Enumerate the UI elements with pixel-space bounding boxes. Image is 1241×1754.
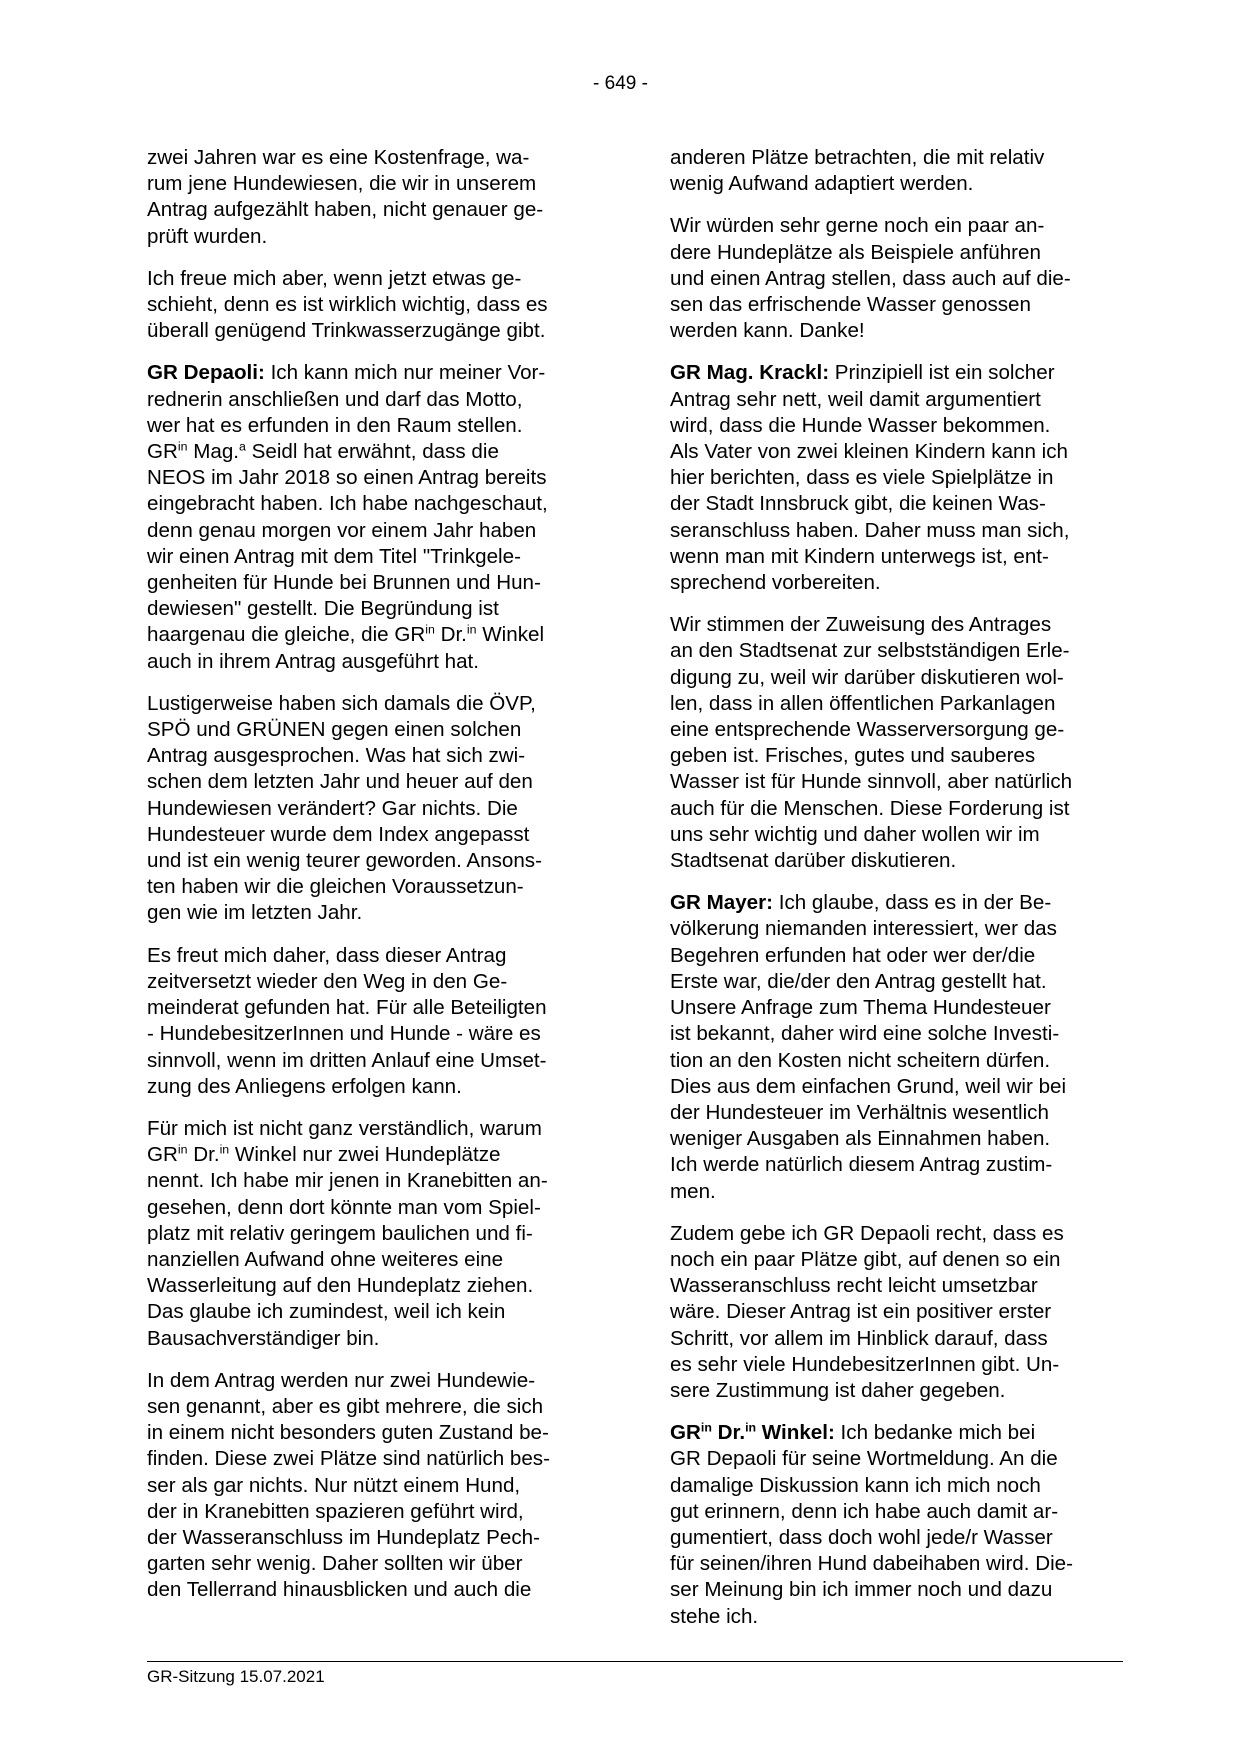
text-line: Wir stimmen der Zuweisung des Antrages bbox=[670, 613, 1052, 637]
text-line: sen das erfrischende Wasser genossen bbox=[670, 293, 1031, 317]
text-line: Ich freue mich aber, wenn jetzt etwas ge- bbox=[147, 266, 522, 290]
text-line: geben ist. Frisches, gutes und sauberes bbox=[670, 744, 1036, 768]
paragraph bbox=[670, 145, 1120, 197]
text-line: Lustigerweise haben sich damals die ÖVP, bbox=[147, 691, 536, 715]
speaker-name: $GR^{in}$ Dr.$^{in}$ Winkel: bbox=[670, 1420, 835, 1445]
text-line: auch in ihrem Antrag ausgeführt hat. bbox=[147, 649, 479, 673]
text-line: stehe ich. bbox=[670, 1604, 759, 1628]
text-line: hier berichten, dass es viele Spielplätze in bbox=[670, 466, 1054, 490]
text-line: Ich werde natürlich diesem Antrag zustim- bbox=[670, 1153, 1053, 1177]
text-line: zwei Jahren war es eine Kostenfrage, wa- bbox=[147, 146, 530, 169]
paragraph bbox=[147, 691, 597, 927]
text-line: genheiten für Hunde bei Brunnen und Hun- bbox=[147, 571, 541, 595]
text-line: anderen Plätze betrachten, die mit relativ bbox=[670, 146, 1045, 169]
text-line: sprechend vorbereiten. bbox=[670, 571, 881, 595]
text-line: sen genannt, aber es gibt mehrere, die sich bbox=[147, 1394, 544, 1418]
text-line: und ist ein wenig teurer geworden. Ansons- bbox=[147, 849, 542, 873]
text-line: len, dass in allen öffentlichen Parkanlagen bbox=[670, 691, 1056, 715]
text-line: - HundebesitzerInnen und Hunde - wäre es bbox=[147, 1022, 541, 1046]
text-line: Begehren erfunden hat oder wer der/die bbox=[670, 943, 1036, 967]
text-line: In dem Antrag werden nur zwei Hundewie- bbox=[147, 1368, 536, 1392]
text-line: platz mit relativ geringem baulichen und fi- bbox=[147, 1221, 533, 1245]
text-line: men. bbox=[670, 1179, 716, 1203]
text-line: ist bekannt, daher wird eine solche Investi- bbox=[670, 1022, 1060, 1046]
left-column bbox=[147, 145, 597, 1620]
text-line: eingebracht haben. Ich habe nachgeschaut, bbox=[147, 492, 548, 516]
text-line: der in Kranebitten spazieren geführt wird, bbox=[147, 1499, 524, 1523]
paragraph bbox=[670, 612, 1120, 874]
text-line: denn genau morgen vor einem Jahr haben bbox=[147, 518, 537, 542]
text-line: an den Stadtsenat zur selbstständigen Erle- bbox=[670, 639, 1070, 663]
text-line: Antrag sehr nett, weil damit argumentiert bbox=[670, 387, 1041, 411]
footer-text: GR-Sitzung 15.07.2021 bbox=[147, 1667, 325, 1686]
speech-mayer bbox=[670, 890, 1120, 1204]
text-line: Als Vater von zwei kleinen Kindern kann ich bbox=[670, 440, 1068, 464]
text-line: Hundesteuer wurde dem Index angepasst bbox=[147, 822, 530, 846]
footer-divider bbox=[147, 1661, 1123, 1662]
text-line: wenn man mit Kindern unterwegs ist, ent- bbox=[670, 544, 1049, 568]
text-line: für seinen/ihren Hund dabeihaben wird. Die- bbox=[670, 1552, 1073, 1576]
text-line: zeitversetzt wieder den Weg in den Ge- bbox=[147, 969, 508, 993]
text-line: NEOS im Jahr 2018 so einen Antrag bereits bbox=[147, 466, 547, 490]
text-line: finden. Diese zwei Plätze sind natürlich bes- bbox=[147, 1447, 550, 1471]
text-line: gesehen, denn dort könnte man vom Spiel- bbox=[147, 1195, 541, 1219]
speaker-name: GR Depaoli: bbox=[147, 361, 265, 385]
text-line: Hundewiesen verändert? Gar nichts. Die bbox=[147, 796, 518, 820]
text-line: ten haben wir die gleichen Voraussetzun- bbox=[147, 875, 524, 899]
text-line: Unsere Anfrage zum Thema Hundesteuer bbox=[670, 996, 1051, 1020]
text-line: Antrag ausgesprochen. Was hat sich zwi- bbox=[147, 744, 526, 768]
text-line: schieht, denn es ist wirklich wichtig, dass es bbox=[147, 293, 548, 317]
text-line: in einem nicht besonders guten Zustand be- bbox=[147, 1421, 549, 1445]
text-line: prüft wurden. bbox=[147, 224, 268, 248]
text-line: Stadtsenat darüber diskutieren. bbox=[670, 849, 957, 873]
text-line: den Tellerrand hinausblicken und auch die bbox=[147, 1578, 532, 1602]
text-line: der Hundesteuer im Verhältnis wesentlich bbox=[670, 1100, 1049, 1124]
text-line: der Stadt Innsbruck gibt, die keinen Was- bbox=[670, 492, 1046, 516]
text-line: Für mich ist nicht ganz verständlich, warum bbox=[147, 1116, 542, 1140]
text-line: $GR^{in}$ Dr.$^{in}$ Winkel nur zwei Hundeplätze bbox=[147, 1142, 501, 1167]
text-line: GR Depaoli: Ich kann mich nur meiner Vor- bbox=[147, 361, 546, 385]
text-line: GR Depaoli für seine Wortmeldung. An die bbox=[670, 1447, 1058, 1471]
text-line: Wasserleitung auf den Hundeplatz ziehen. bbox=[147, 1274, 534, 1298]
speaker-name: GR Mag. Krackl: bbox=[670, 361, 830, 385]
text-line: rum jene Hundewiesen, die wir in unserem bbox=[147, 172, 537, 196]
right-column bbox=[670, 145, 1120, 1646]
text-line: Bausachverständiger bin. bbox=[147, 1326, 380, 1350]
text-line: sere Zustimmung ist daher gegeben. bbox=[670, 1378, 1006, 1402]
text-line: GR Mag. Krackl: Prinzipiell ist ein solcher bbox=[670, 361, 1055, 385]
text-line: weniger Ausgaben als Einnahmen haben. bbox=[670, 1127, 1051, 1151]
text-line: $GR^{in}$ Dr.$^{in}$ Winkel: Ich bedanke mich bei bbox=[670, 1420, 1036, 1445]
text-line: ser Meinung bin ich immer noch und dazu bbox=[670, 1578, 1053, 1602]
text-line: Zudem gebe ich GR Depaoli recht, dass es bbox=[670, 1221, 1064, 1245]
text-line: wird, dass die Hunde Wasser bekommen. bbox=[670, 413, 1051, 437]
text-line: dewiesen" gestellt. Die Begründung ist bbox=[147, 597, 499, 621]
text-line: nennt. Ich habe mir jenen in Kranebitten an- bbox=[147, 1169, 548, 1193]
text-line: nanziellen Aufwand ohne weiteres eine bbox=[147, 1247, 504, 1271]
speech-depaoli bbox=[147, 360, 597, 674]
text-line: GR Mayer: Ich glaube, dass es in der Be- bbox=[670, 891, 1052, 915]
text-line: der Wasseranschluss im Hundeplatz Pech- bbox=[147, 1525, 540, 1549]
paragraph bbox=[670, 1221, 1120, 1404]
text-line: gumentiert, dass doch wohl jede/r Wasser bbox=[670, 1525, 1053, 1549]
text-line: Schritt, vor allem im Hinblick darauf, dass bbox=[670, 1326, 1048, 1350]
text-line: haargenau die gleiche, die $GR^{in}$ Dr.$^{in}$ Winkel bbox=[147, 623, 545, 647]
speech-winkel bbox=[670, 1420, 1120, 1630]
text-line: wir einen Antrag mit dem Titel "Trinkgele- bbox=[147, 544, 521, 568]
text-line: Wasseranschluss recht leicht umsetzbar bbox=[670, 1274, 1038, 1298]
text-line: Wasser ist für Hunde sinnvoll, aber natürlich bbox=[670, 770, 1073, 794]
speech-krackl bbox=[670, 360, 1120, 596]
text-line: werden kann. Danke! bbox=[670, 319, 865, 343]
paragraph bbox=[147, 943, 597, 1100]
text-line: Das glaube ich zumindest, weil ich kein bbox=[147, 1300, 506, 1324]
text-line: sinnvoll, wenn im dritten Anlauf eine Umset- bbox=[147, 1048, 547, 1072]
text-line: digung zu, weil wir darüber diskutieren wol- bbox=[670, 665, 1064, 689]
text-line: ser als gar nichts. Nur nützt einem Hund, bbox=[147, 1473, 521, 1497]
paragraph bbox=[670, 213, 1120, 344]
text-line: $GR^{in}$ Mag.$^a$ Seidl hat erwähnt, dass die bbox=[147, 439, 499, 464]
text-line: auch für die Menschen. Diese Forderung ist bbox=[670, 796, 1070, 820]
text-line: wer hat es erfunden in den Raum stellen. bbox=[147, 413, 523, 437]
text-line: und einen Antrag stellen, dass auch auf die- bbox=[670, 266, 1071, 290]
paragraph bbox=[147, 266, 597, 345]
text-line: SPÖ und GRÜNEN gegen einen solchen bbox=[147, 718, 522, 742]
page-number: - 649 - bbox=[593, 73, 648, 94]
speaker-name: GR Mayer: bbox=[670, 891, 773, 915]
text-line: wäre. Dieser Antrag ist ein positiver erster bbox=[670, 1300, 1052, 1324]
text-line: schen dem letzten Jahr und heuer auf den bbox=[147, 770, 533, 794]
text-line: rednerin anschließen und darf das Motto, bbox=[147, 387, 523, 411]
text-line: Wir würden sehr gerne noch ein paar an- bbox=[670, 214, 1045, 238]
text-line: zung des Anliegens erfolgen kann. bbox=[147, 1074, 462, 1098]
text-line: Dies aus dem einfachen Grund, weil wir bei bbox=[670, 1074, 1067, 1098]
text-line: noch ein paar Plätze gibt, auf denen so ein bbox=[670, 1247, 1061, 1271]
paragraph bbox=[147, 1368, 597, 1604]
text-line: garten sehr wenig. Daher sollten wir über bbox=[147, 1552, 523, 1576]
text-line: damalige Diskussion kann ich mich noch bbox=[670, 1473, 1041, 1497]
paragraph bbox=[147, 145, 597, 250]
text-line: gen wie im letzten Jahr. bbox=[147, 901, 363, 925]
text-line: Antrag aufgezählt haben, nicht genauer ge- bbox=[147, 198, 544, 222]
text-line: wenig Aufwand adaptiert werden. bbox=[670, 172, 974, 196]
text-line: uns sehr wichtig und daher wollen wir im bbox=[670, 822, 1040, 846]
text-line: Erste war, die/der den Antrag gestellt hat. bbox=[670, 969, 1047, 993]
text-line: völkerung niemanden interessiert, wer das bbox=[670, 917, 1057, 941]
text-line: meinderat gefunden hat. Für alle Beteiligten bbox=[147, 996, 547, 1020]
text-line: überall genügend Trinkwasserzugänge gibt. bbox=[147, 319, 546, 343]
text-line: es sehr viele HundebesitzerInnen gibt. Un- bbox=[670, 1352, 1060, 1376]
text-line: seranschluss haben. Daher muss man sich, bbox=[670, 518, 1070, 542]
text-line: gut erinnern, denn ich habe auch damit ar- bbox=[670, 1499, 1059, 1523]
text-line: dere Hundeplätze als Beispiele anführen bbox=[670, 240, 1041, 264]
text-line: Es freut mich daher, dass dieser Antrag bbox=[147, 943, 507, 967]
paragraph bbox=[147, 1116, 597, 1352]
text-line: tion an den Kosten nicht scheitern dürfen. bbox=[670, 1048, 1051, 1072]
text-line: eine entsprechende Wasserversorgung ge- bbox=[670, 718, 1065, 742]
